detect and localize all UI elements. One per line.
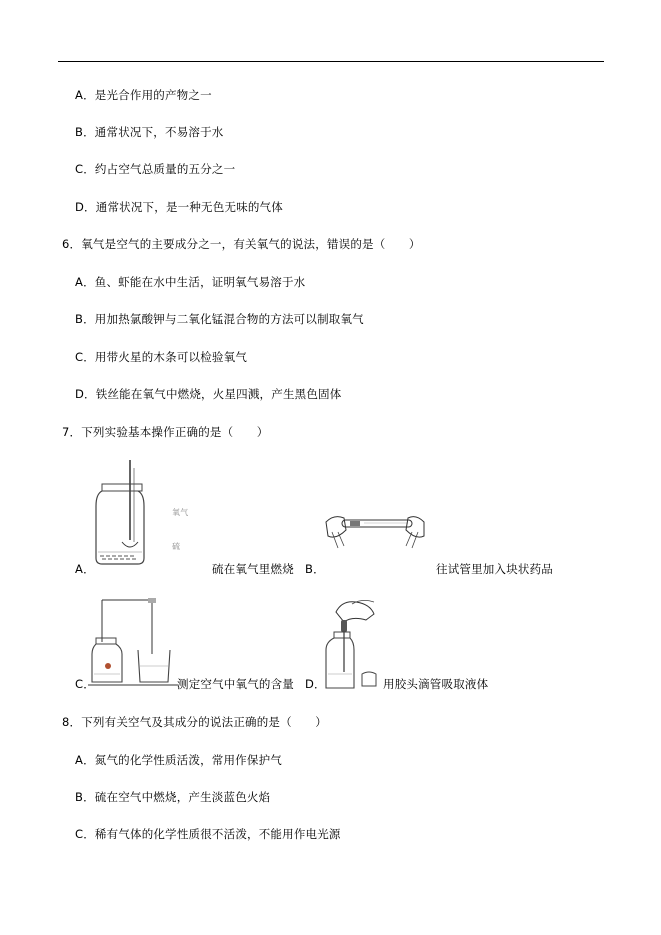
q7-option-d-caption: 用胶头滴管吸取液体 xyxy=(383,677,489,691)
q8-option-c: C．稀有气体的化学性质很不活泼，不能用作电光源 xyxy=(75,827,341,841)
q7-option-b-caption: 往试管里加入块状药品 xyxy=(436,562,553,576)
figure-a-label-oxygen: 氧气 xyxy=(172,508,189,517)
q7-option-a-letter: A． xyxy=(75,562,95,576)
prev-option-c: C．约占空气总质量的五分之一 xyxy=(75,162,236,176)
q6-option-b: B．用加热氯酸钾与二氧化锰混合物的方法可以制取氧气 xyxy=(75,312,364,326)
q6-option-d: D．铁丝能在氧气中燃烧，火星四溅，产生黑色固体 xyxy=(75,387,342,401)
q6-option-c: C．用带火星的木条可以检验氧气 xyxy=(75,350,248,364)
q7-option-c-letter: C． xyxy=(75,677,95,691)
q8-option-a: A．氮气的化学性质活泼，常用作保护气 xyxy=(75,753,282,767)
prev-option-b: B．通常状况下，不易溶于水 xyxy=(75,125,224,139)
q7-option-c-caption: 测定空气中氧气的含量 xyxy=(177,677,294,691)
q7-option-d-letter: D． xyxy=(305,677,326,691)
header-rule xyxy=(58,61,604,62)
prev-option-a: A．是光合作用的产物之一 xyxy=(75,88,212,102)
q8-option-b: B．硫在空气中燃烧，产生淡蓝色火焰 xyxy=(75,790,271,804)
q7-option-a-caption: 硫在氧气里燃烧 xyxy=(212,562,294,576)
q7-option-b-letter: B． xyxy=(305,562,325,576)
figure-b-test-tube-hands xyxy=(324,508,428,554)
q6-stem: 6．氧气是空气的主要成分之一，有关氧气的说法，错误的是（ ） xyxy=(62,237,421,251)
figure-d-dropper xyxy=(322,598,382,692)
figure-a-label-sulfur: 硫 xyxy=(172,542,181,551)
figure-c-oxygen-measurement xyxy=(88,596,180,690)
q7-stem: 7．下列实验基本操作正确的是（ ） xyxy=(62,425,269,439)
q8-stem: 8．下列有关空气及其成分的说法正确的是（ ） xyxy=(62,715,327,729)
prev-option-d: D．通常状况下，是一种无色无味的气体 xyxy=(75,200,283,214)
q6-option-a: A．鱼、虾能在水中生活，证明氧气易溶于水 xyxy=(75,275,306,289)
